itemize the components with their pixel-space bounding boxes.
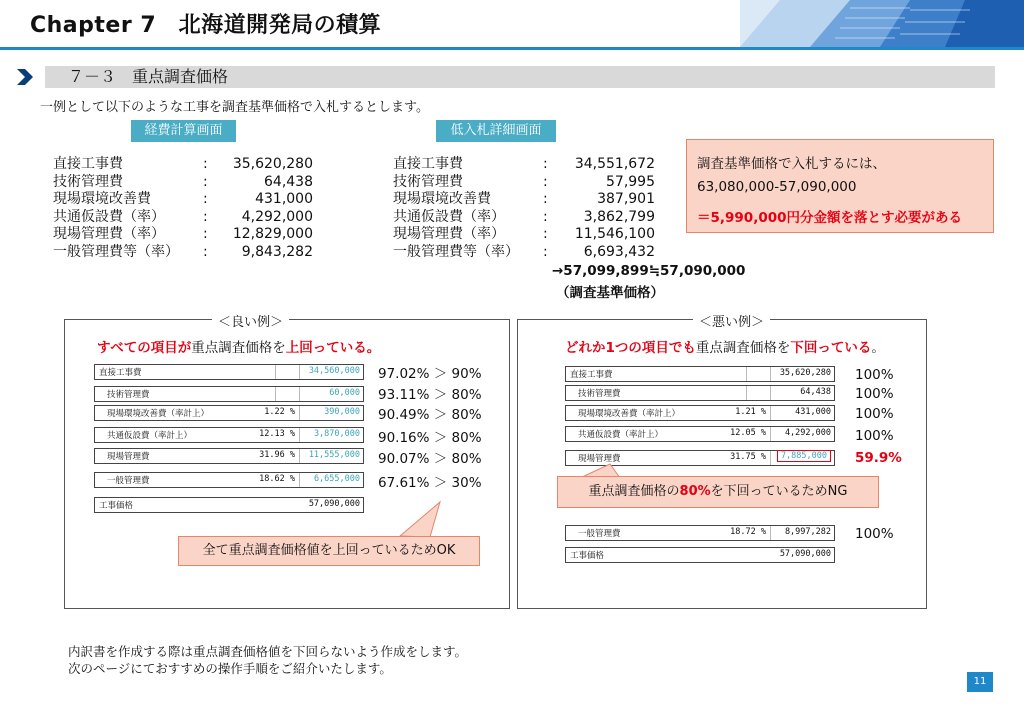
good-form-row: 共通仮設費（率計上） 12.13 % 3,870,000	[94, 427, 364, 443]
cost-value: 64,438	[264, 173, 313, 190]
cost-label: 現場環境改善費	[53, 191, 151, 207]
cost-label: 一般管理費等（率）	[393, 243, 519, 260]
cost-row	[393, 191, 663, 209]
good-heading-red2: 上回っている。	[285, 340, 381, 356]
bad-comparison-fail: 59.9%	[855, 450, 902, 466]
good-example-title: ＜良い例＞	[212, 311, 289, 330]
cost-list-left	[53, 156, 323, 261]
cost-label: 共通仮設費（率）	[53, 208, 165, 225]
page-header-title: Chapter 7 北海道開発局の積算	[30, 13, 382, 38]
cost-value: 34,551,672	[574, 156, 655, 172]
good-comparison: 67.61% ＞ 30%	[378, 475, 482, 491]
cost-value: 431,000	[255, 191, 313, 207]
chevron-right-icon	[15, 68, 35, 90]
cost-row	[393, 209, 663, 227]
bad-result-bubble	[557, 476, 879, 508]
cost-row	[53, 244, 323, 262]
cost-row	[393, 244, 663, 262]
result-price: →57,099,899≒57,090,000	[552, 263, 746, 279]
cost-row	[53, 226, 323, 244]
good-comparison: 97.02% ＞ 90%	[378, 366, 482, 382]
cost-row	[53, 209, 323, 227]
good-comparison: 93.11% ＞ 80%	[378, 387, 482, 403]
cost-label: 直接工事費	[53, 156, 123, 172]
cost-colon: :	[203, 173, 208, 190]
intro-text: 一例として以下のような工事を調査基準価格で入札するとします。	[40, 100, 429, 115]
bad-comparison: 100%	[855, 428, 894, 444]
good-result-bubble: 全て重点調査価格値を上回っているためOK	[178, 536, 480, 566]
bad-example-title: ＜悪い例＞	[693, 311, 770, 330]
highlighted-amount: 7,885,000	[777, 450, 831, 462]
bad-comparison: 100%	[855, 367, 894, 383]
cost-row	[53, 174, 323, 192]
cost-row	[393, 226, 663, 244]
bad-form-row: 共通仮設費（率計上） 12.05 % 4,292,000	[565, 426, 835, 442]
cost-label: 現場管理費（率）	[53, 226, 165, 242]
bad-heading	[565, 336, 885, 356]
header-building-image	[740, 0, 1024, 47]
cost-colon: :	[543, 226, 548, 242]
cost-colon: :	[203, 156, 208, 172]
good-form-row: 一般管理費 18.62 % 6,655,000	[94, 472, 364, 488]
cost-row	[393, 174, 663, 192]
callout-line2: 63,080,000-57,090,000	[697, 179, 857, 195]
cost-value: 35,620,280	[232, 156, 313, 172]
good-form-row: 現場管理費 31.96 % 11,555,000	[94, 448, 364, 464]
cost-value: 4,292,000	[241, 208, 313, 225]
callout-line3: ＝5,990,000円分金額を落とす必要がある	[697, 210, 963, 226]
bad-heading-end: 。	[871, 340, 885, 356]
cost-list-right	[393, 156, 663, 261]
header-rule	[0, 47, 1024, 50]
good-form-total: 工事価格 57,090,000	[94, 497, 364, 513]
cost-value: 11,546,100	[574, 226, 655, 242]
bad-form-row: 現場管理費 31.75 % 7,885,000	[565, 450, 835, 466]
cost-label: 共通仮設費（率）	[393, 208, 505, 225]
bad-heading-red2: 下回っている	[790, 340, 872, 356]
bad-form-row: 一般管理費 18.72 % 8,997,282	[565, 525, 835, 541]
cost-value: 3,862,799	[583, 208, 655, 225]
good-heading	[97, 336, 380, 356]
bad-heading-red1: どれか1つの項目でも	[565, 340, 696, 356]
good-comparison: 90.16% ＞ 80%	[378, 430, 482, 446]
section-title: ７－３ 重点調査価格	[68, 67, 229, 86]
cost-label: 技術管理費	[53, 173, 123, 190]
bad-comparison: 100%	[855, 526, 894, 542]
good-heading-red1: すべての項目が	[97, 340, 192, 356]
cost-colon: :	[203, 226, 208, 242]
cost-value: 6,693,432	[583, 243, 655, 260]
callout-line1: 調査基準価格で入札するには、	[697, 156, 886, 172]
cost-colon: :	[543, 156, 548, 172]
good-comparison: 90.07% ＞ 80%	[378, 451, 482, 467]
bad-heading-mid: 重点調査価格を	[695, 340, 791, 356]
bad-comparison: 100%	[855, 406, 894, 422]
cost-colon: :	[543, 173, 548, 190]
cost-colon: :	[543, 191, 548, 207]
cost-row	[53, 156, 323, 174]
bad-bubble-post: を下回っているためNG	[710, 484, 848, 499]
good-form-row: 現場環境改善費（率計上） 1.22 % 390,000	[94, 405, 364, 421]
good-form-row: 直接工事費 34,560,000	[94, 364, 364, 380]
cost-colon: :	[543, 243, 548, 260]
cost-colon: :	[203, 191, 208, 207]
cost-colon: :	[203, 243, 208, 260]
bad-form-row: 現場環境改善費（率計上） 1.21 % 431,000	[565, 405, 835, 421]
page-number: 11	[967, 672, 993, 692]
cost-value: 12,829,000	[232, 226, 313, 242]
cost-value: 387,901	[597, 191, 655, 207]
bad-comparison: 100%	[855, 386, 894, 402]
cost-value: 57,995	[606, 173, 655, 190]
bad-bubble-pre: 重点調査価格の	[588, 484, 680, 499]
cost-label: 現場管理費（率）	[393, 226, 505, 242]
cost-label: 技術管理費	[393, 173, 463, 190]
callout-box	[686, 139, 994, 233]
bad-form-total: 工事価格 57,090,000	[565, 547, 835, 563]
bad-form-row: 直接工事費 35,620,280	[565, 366, 835, 382]
good-heading-mid: 重点調査価格を	[191, 340, 286, 356]
bad-form-row: 技術管理費 64,438	[565, 385, 835, 401]
cost-colon: :	[543, 208, 548, 225]
cost-label: 直接工事費	[393, 156, 463, 172]
bad-bubble-red: 80%	[679, 484, 711, 499]
good-comparison: 90.49% ＞ 80%	[378, 407, 482, 423]
good-form-row: 技術管理費 60,000	[94, 386, 364, 402]
footer-line2: 次のページにておすすめの操作手順をご紹介いたします。	[68, 661, 392, 676]
result-label: （調査基準価格）	[556, 285, 664, 301]
cost-row	[393, 156, 663, 174]
cost-value: 9,843,282	[241, 243, 313, 260]
tag-cost-calc: 経費計算画面	[131, 120, 236, 142]
cost-label: 一般管理費等（率）	[53, 243, 179, 260]
cost-row	[53, 191, 323, 209]
tag-low-bid-detail: 低入札詳細画面	[436, 120, 556, 142]
cost-colon: :	[203, 208, 208, 225]
cost-label: 現場環境改善費	[393, 191, 491, 207]
footer-line1: 内訳書を作成する際は重点調査価格値を下回らないよう作成をします。	[68, 644, 468, 659]
